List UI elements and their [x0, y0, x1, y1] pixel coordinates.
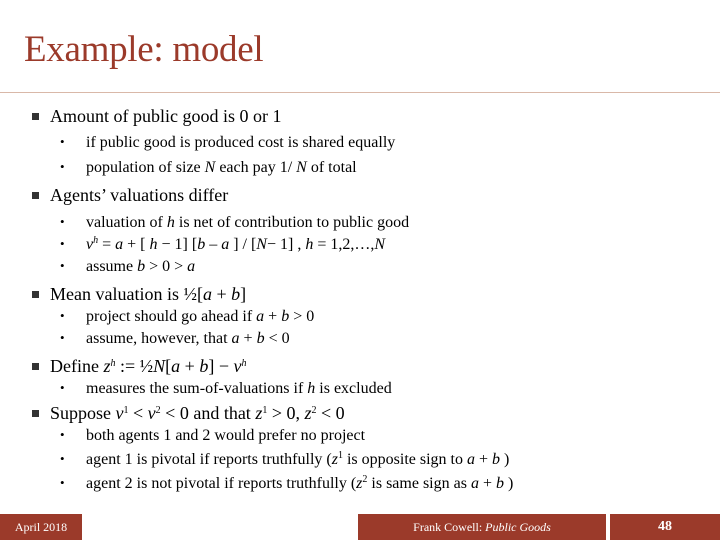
square-bullet-icon	[32, 113, 39, 120]
dot-bullet-icon: •	[60, 258, 65, 273]
page-number: 48	[610, 514, 720, 540]
dot-bullet-icon: •	[60, 214, 65, 229]
slide-title: Example: model	[24, 29, 264, 70]
square-bullet-icon	[32, 410, 39, 417]
bullet-1-sub-2: • population of size N each pay 1/ N of total	[60, 159, 357, 176]
bullet-4-sub-1: • measures the sum-of-valuations if h is excluded	[60, 380, 392, 397]
square-bullet-icon	[32, 192, 39, 199]
dot-bullet-icon: •	[60, 380, 65, 395]
bullet-2-sub-3: • assume b > 0 > a	[60, 258, 196, 275]
dot-bullet-icon: •	[60, 308, 65, 323]
title-divider	[0, 92, 720, 93]
bullet-3: Mean valuation is ½[a + b]	[32, 284, 246, 305]
footer-date: April 2018	[0, 514, 82, 540]
dot-bullet-icon: •	[60, 159, 65, 174]
dot-bullet-icon: •	[60, 330, 65, 345]
bullet-2: Agents’ valuations differ	[32, 185, 228, 206]
bullet-5: Suppose $v^1 < v^2 < 0$ and that $z^1 > 0$, $z^2 < 0$	[32, 403, 345, 424]
bullet-5-sub-3: • agent 2 is not pivotal if reports truthfully ($z^2$ is same sign as a + b )	[60, 474, 514, 492]
bullet-3-sub-2: • assume, however, that a + b < 0	[60, 330, 290, 347]
square-bullet-icon	[32, 363, 39, 370]
bullet-2-sub-1: • valuation of h is net of contribution to public good	[60, 214, 410, 231]
bullet-1-sub-1: • if public good is produced cost is shared equally	[60, 134, 396, 151]
bullet-3-sub-1: • project should go ahead if a + b > 0	[60, 308, 315, 325]
bullet-2-sub-2: • $v^h = a$ + [ h − 1] [b – a ] / [N− 1] , h = 1,2,…,N	[60, 235, 386, 253]
bullet-5-sub-1: • both agents 1 and 2 would prefer no project	[60, 427, 366, 444]
square-bullet-icon	[32, 291, 39, 298]
dot-bullet-icon: •	[60, 134, 65, 149]
dot-bullet-icon: •	[60, 236, 65, 251]
dot-bullet-icon: •	[60, 427, 65, 442]
bullet-4: Define $z^h$ := ½N[a + $b] - v^h$	[32, 356, 246, 377]
footer-author: Frank Cowell: Public Goods	[358, 514, 606, 540]
dot-bullet-icon: •	[60, 475, 65, 490]
bullet-5-sub-2: • agent 1 is pivotal if reports truthfully ($z^1$ is opposite sign to a + b )	[60, 450, 510, 468]
dot-bullet-icon: •	[60, 451, 65, 466]
bullet-1: Amount of public good is 0 or 1	[32, 106, 282, 127]
